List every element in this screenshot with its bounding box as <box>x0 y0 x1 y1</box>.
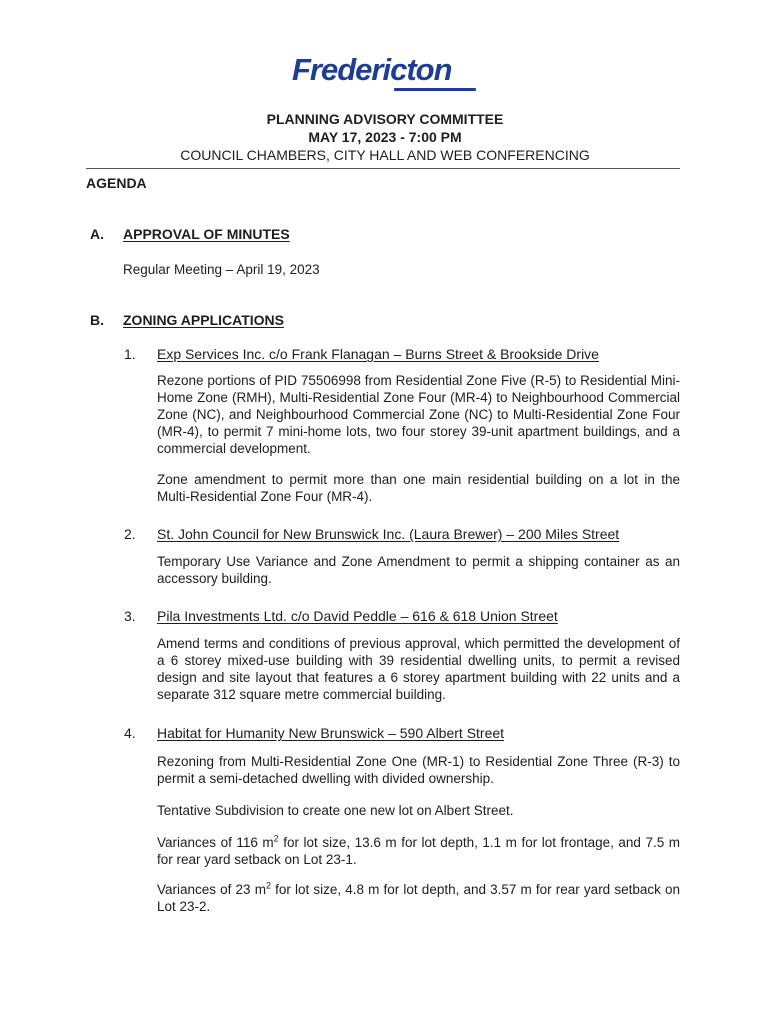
variance-1-lead: Variances of 116 m <box>157 835 274 850</box>
item-3-title: Pila Investments Ltd. c/o David Peddle – 616 & 618 Union Street <box>157 608 558 624</box>
fredericton-logo: Fredericton <box>292 52 452 87</box>
variance-2-superscript: 2 <box>265 880 271 891</box>
item-1-number: 1. <box>124 346 136 362</box>
logo-swoosh <box>394 88 476 91</box>
item-2-title: St. John Council for New Brunswick Inc. (Laura Brewer) – 200 Miles Street <box>157 526 620 542</box>
meeting-location: COUNCIL CHAMBERS, CITY HALL AND WEB CONFERENCING <box>180 147 590 163</box>
variance-2-rest: for lot size, 4.8 m for lot depth, and 3.57 m for rear yard setback on Lot 23-2. <box>157 882 680 914</box>
committee-title: PLANNING ADVISORY COMMITTEE <box>266 111 504 127</box>
item-1-title: Exp Services Inc. c/o Frank Flanagan – Burns Street & Brookside Drive <box>157 346 599 362</box>
variance-1-rest: for lot size, 13.6 m for lot depth, 1.1 m for lot frontage, and 7.5 m for rear yard setback on Lot 23-1. <box>157 835 680 867</box>
section-a-letter: A. <box>90 226 104 242</box>
item-4-paragraph-2: Tentative Subdivision to create one new lot on Albert Street. <box>157 803 514 818</box>
section-b-title: ZONING APPLICATIONS <box>123 312 284 328</box>
agenda-heading: AGENDA <box>86 175 147 191</box>
item-4-paragraph-1: Rezoning from Multi-Residential Zone One (MR-1) to Residential Zone Three (R-3) to permit a semi-detached dwelling with divided ownership. <box>157 754 680 786</box>
section-a-title: APPROVAL OF MINUTES <box>123 226 290 242</box>
meeting-datetime: MAY 17, 2023 - 7:00 PM <box>308 129 462 145</box>
item-4-number: 4. <box>124 725 136 741</box>
item-4-title: Habitat for Humanity New Brunswick – 590 Albert Street <box>157 725 505 741</box>
item-2-paragraph-1: Temporary Use Variance and Zone Amendment to permit a shipping container as an accessory building. <box>157 554 680 586</box>
minutes-entry: Regular Meeting – April 19, 2023 <box>123 262 320 277</box>
item-3-number: 3. <box>124 608 136 624</box>
item-1-paragraph-2: Zone amendment to permit more than one main residential building on a lot in the Multi-Residential Zone Four (MR-4). <box>157 472 680 504</box>
header-divider <box>86 168 680 169</box>
item-4-variance-lot-23-1 <box>157 834 680 868</box>
item-1-paragraph-1: Rezone portions of PID 75506998 from Residential Zone Five (R-5) to Residential Mini-Home Zone (RMH), Multi-Residential Zone Four (MR-4) to Neighbourhood Commercial Zone (NC), and Neighbourhood Commercial Zone (NC) to Multi-Residential Zone Four (MR-4), to permit 7 mini-home lots, two four storey 39-unit apartment buildings, and a commercial development. <box>157 373 680 456</box>
item-3-paragraph-1: Amend terms and conditions of previous approval, which permitted the development of a 6 storey mixed-use building with 39 residential dwelling units, to permit a revised design and site layout that features a 6 storey apartment building with 22 units and a separate 312 square metre commercial building. <box>157 636 680 702</box>
variance-2-lead: Variances of 23 m <box>157 882 266 897</box>
item-2-number: 2. <box>124 526 136 542</box>
variance-1-superscript: 2 <box>273 833 279 844</box>
section-b-letter: B. <box>90 312 104 328</box>
item-4-variance-lot-23-2 <box>157 881 680 915</box>
